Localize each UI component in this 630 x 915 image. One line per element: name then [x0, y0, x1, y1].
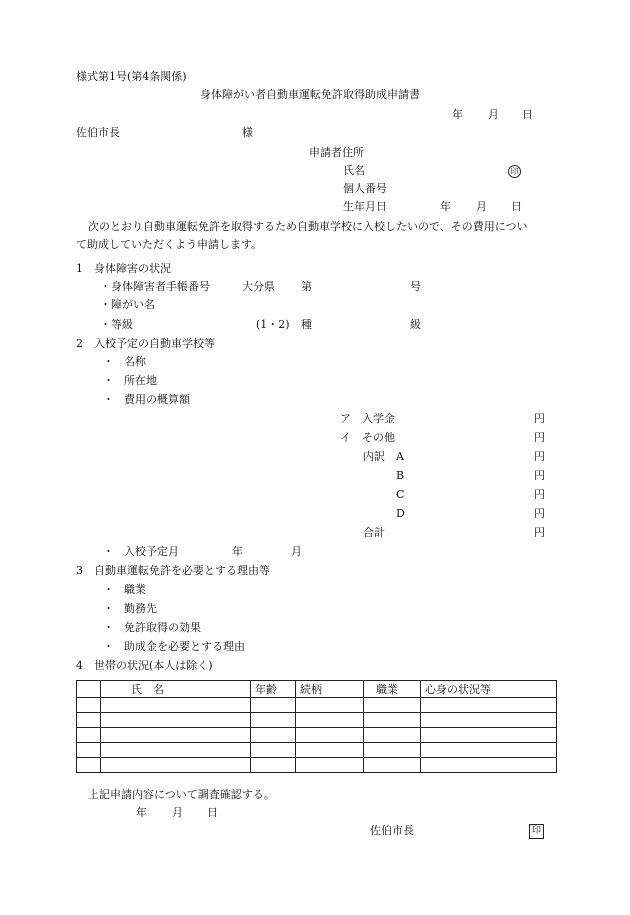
table-header-row: [77, 681, 557, 698]
applicant-id-label: 個人番号: [343, 182, 387, 195]
household-table: [76, 680, 557, 773]
prefecture-label: 大分県: [242, 280, 275, 293]
table-row: [77, 728, 557, 743]
grade-options: (1・2): [256, 318, 290, 331]
handbook-number-label: ・身体障害者手帳番号: [100, 280, 210, 293]
column-header-occupation: 職業: [364, 681, 421, 698]
section3-heading: 3 自動車運転免許を必要とする理由等: [76, 564, 270, 577]
entry-month-label: 入校予定月: [124, 545, 179, 558]
reason-item: 職業: [124, 583, 146, 596]
reason-item: 免許取得の効果: [124, 621, 201, 634]
table-row: [77, 713, 557, 728]
intro-line-1: 次のとおり自動車運転免許を取得するため自動車学校に入校したいので、その費用につい: [88, 220, 528, 233]
school-name-label: 名称: [124, 355, 146, 368]
applicant-address-label: 申請者住所: [309, 146, 364, 159]
reason-item: 助成金を必要とする理由: [124, 640, 245, 653]
confirmation-text: 上記申請内容について調査確認する。: [88, 788, 275, 801]
section2-heading: 2 入校予定の自動車学校等: [76, 337, 215, 350]
school-location-label: 所在地: [124, 374, 157, 387]
entry-fee-label: ア 入学金: [340, 412, 395, 425]
table-row: [77, 698, 557, 713]
breakdown-label: 内訳: [363, 450, 385, 463]
form-title: 身体障がい者自動車運転免許取得助成申請書: [200, 88, 420, 101]
total-label: 合計: [363, 526, 385, 539]
section1-heading: 1 身体障害の状況: [76, 262, 171, 275]
applicant-name-label: 氏名: [343, 164, 365, 177]
applicant-birthdate-label: 生年月日: [343, 200, 387, 213]
grade-label: ・等級: [100, 318, 133, 331]
section4-heading: 4 世帯の状況(本人は除く): [76, 659, 213, 672]
column-header-relation: 続柄: [296, 681, 364, 698]
footer-signer: 佐伯市長: [370, 824, 414, 837]
seal-icon: 印: [508, 165, 521, 178]
intro-line-2: て助成していただくよう申請します。: [76, 238, 263, 251]
column-header-age: 年齢: [251, 681, 296, 698]
table-row: [77, 743, 557, 758]
disability-name-label: ・障がい名: [100, 298, 155, 311]
seal-icon: 印: [529, 824, 544, 839]
table-row: [77, 758, 557, 773]
reason-item: 勤務先: [124, 602, 157, 615]
cost-estimate-label: 費用の概算額: [124, 393, 190, 406]
form-number: 様式第1号(第4条関係): [76, 70, 187, 83]
column-header-name: 氏 名: [101, 681, 251, 698]
other-fee-label: イ その他: [340, 431, 395, 444]
column-header-health: 心身の状況等: [421, 681, 557, 698]
